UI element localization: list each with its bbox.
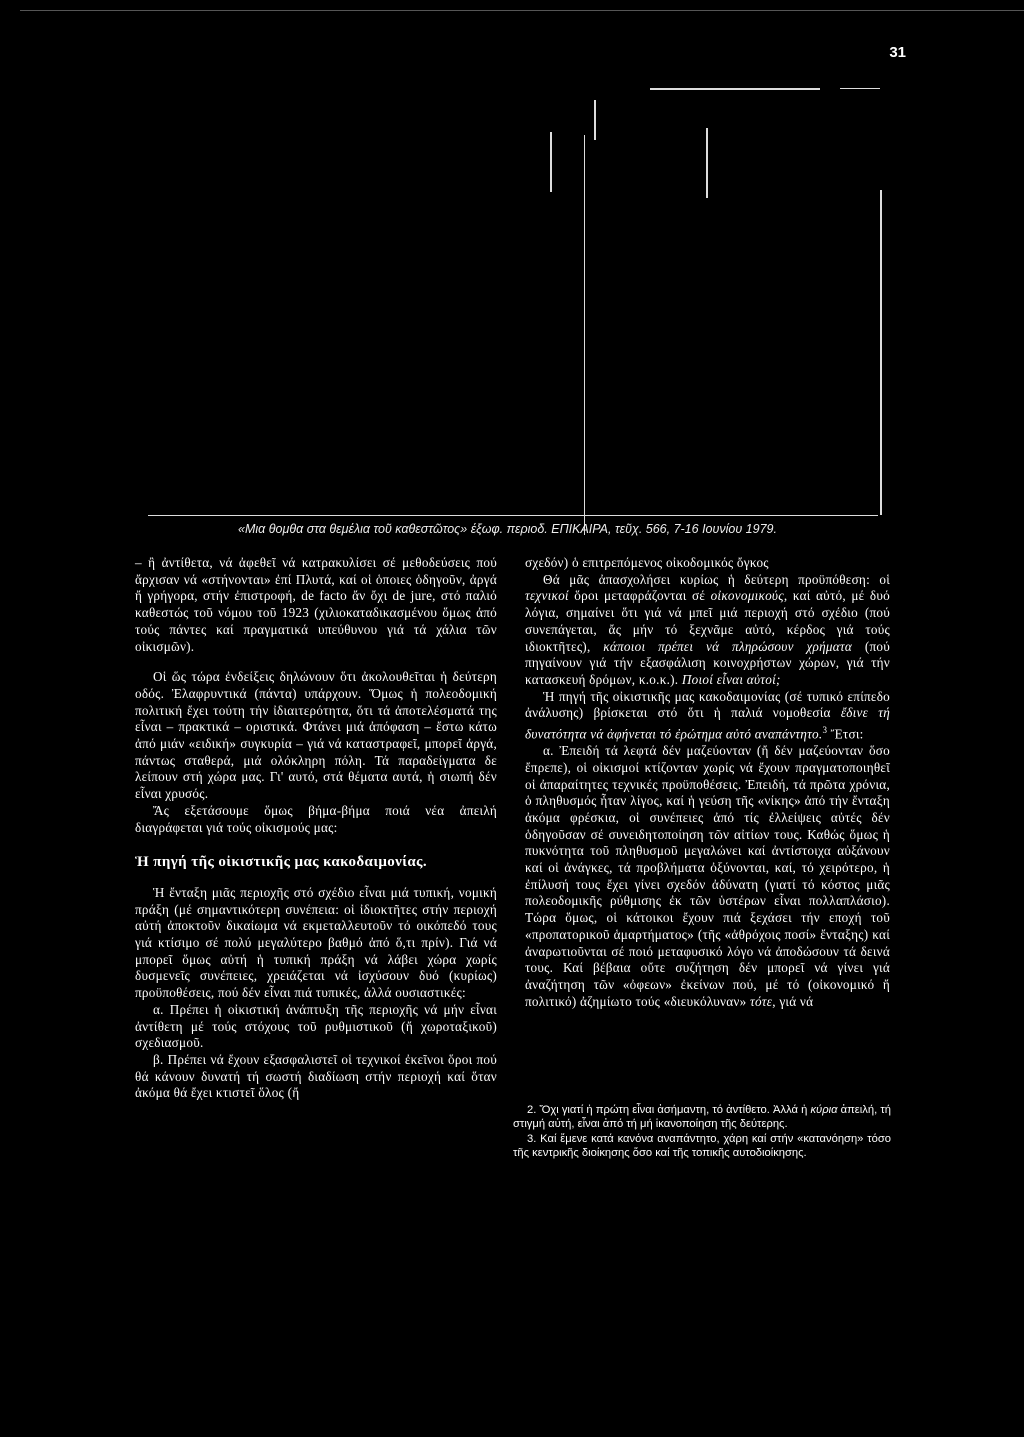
paragraph-5: α. Πρέπει ἡ οἰκιστική ἀνάπτυξη τῆς περιοχῆς νά μήν εἶναι ἀντίθετη μέ τούς στόχους τοῦ ρυθμιστικοῦ (ἤ χωροταξικοῦ) σχεδιασμοῦ. (135, 1001, 497, 1051)
photo-line-vertical-5 (584, 135, 585, 535)
paragraph-r1: σχεδόν) ὁ επιτρεπόμενος οἰκοδομικός ὄγκος (525, 555, 769, 570)
photo-frame (0, 0, 1024, 530)
paragraph-3: Ἄς εξετάσουμε ὅμως βήμα-βήμα ποιά νέα ἀπειλή διαγράφεται γιά τούς οἰκισμούς μας: (135, 802, 497, 835)
footnote-3: 3. Καί ἔμενε κατά κανόνα αναπάντητο, χάρη καί στήν «κατανόηση» τόσο τῆς κεντρικῆς διοίκησης ὅσο καί τῆς τοπικῆς αυτοδιοίκησης. (513, 1132, 891, 1159)
paragraph-4: Ἡ ἔνταξη μιᾶς περιοχῆς στό σχέδιο εἶναι μιά τυπική, νομική πράξη (μέ σημαντικότερη συνέπεια: οἱ ἰδιοκτῆτες στήν περιοχή αὐτή ἀποκτοῦν δικαίωμα νά εκμεταλλευτοῦν τό οικόπεδό τους γιά κτίσιμο σέ πολύ μεγαλύτερο βαθμό ἀπό ὅ,τι πρίν). Γιά νά μπορεῖ ὅμως αὐτή ἡ τυπική πράξη νά λάβει χώρα χωρίς δυσμενεῖς συνέπειες, χρειάζεται νά ἰσχύσουν δυό (κυρίως) προϋποθέσεις, πού δέν εἶναι πιά τυπικές, ἀλλά ουσιαστικές: (135, 884, 497, 1001)
photo-caption: «Μια θομθα στα θεμέλια τοῦ καθεστῶτος» έξωφ. περιοδ. ΕΠΙΚΑΙΡΑ, τεῦχ. 566, 7-16 Ιουνίου 1979. (238, 522, 777, 536)
photo-line-vertical-3 (706, 128, 708, 198)
photo-line-bottom (148, 515, 878, 516)
paragraph-r2: Θά μᾶς ἀπασχολήσει κυρίως ἡ δεύτερη προϋπόθεση: οἱ τεχνικοί ὅροι μεταφράζονται σέ οἰκονομικούς, καί αὐτό, μέ δυό λόγια, σημαίνει ὅτι γιά νά μπεῖ μιά περιοχή στό σχέδιο (πού συνεπάγεται, ἄς μήν τό ξεχνᾶμε αὐτό, κέρδος γιά τούς ιδιοκτῆτες), κάποιοι πρέπει νά πληρώσουν χρήματα (πού πηγαίνουν γιά τήν εξασφάλιση κοινοχρήστων χώρων, γιά τήν κατασκευή δρόμων, κ.ο.κ.). Ποιοί εἶναι αὐτοί; (525, 571, 891, 687)
photo-line-top (650, 88, 820, 90)
photo-line-top-right (840, 88, 880, 89)
page-number: 31 (889, 44, 906, 61)
paragraph-r4: α. Ἐπειδή τά λεφτά δέν μαζεύονταν (ἤ δέν μαζεύονταν ὅσο ἔπρεπε), οἱ οἰκισμοί κτίζονταν χωρίς νά ἔχουν πραγματοποιηθεῖ οἱ ἀπαραίτητες τεχνικές προϋποθέσεις. Ἐπειδή, τά πρῶτα χρόνια, ὁ πληθυσμός ἦταν λίγος, καί ἡ γεύση τῆς «νίκης» ἀπό τήν ἔνταξη ἀκόμα φρέσκια, οἱ συνέπειες ἀπό τίς ἐλλείψεις αὐτές δέν ὁδηγοῦσαν σέ συνειδητοποίηση τῶν αἰτίων τους. Καθώς ὅμως ἡ πυκνότητα τοῦ πληθυσμοῦ μεγαλώνει καί ἀντίστοιχα αὐξάνουν καί οἱ ἀνάγκες, τά προβλήματα ὀξύνονται, καί, τό χειρότερο, ἡ ἐπίλυσή τους ἔχει γίνει σχεδόν ἀδύνατη (γιατί τό κόστος μιᾶς πολεοδομικῆς ρύθμισης ἐκ τῶν ὑστέρων εἶναι πολλαπλάσιο). Τώρα ὅμως, οἱ κάτοικοι ἔχουν πιά ξεχάσει τήν εποχή τοῦ «προπατορικοῦ ἁμαρτήματος» (τῆς «ἀθρόχοις ποσί» ἔνταξης) καί ἀναρωτιοῦνται σέ ποιό μεταφυσικό λόγο νά ἀποδώσουν τά δεινά τους. Καί βέβαια οὔτε συζήτηση δέν μπορεῖ νά γίνει γιά ἀναζήτηση τῶν «ὀφεων» ἐκείνων πού, μέ τό (οἰκονομικό ἤ πολιτικό) ἀζημίωτο τούς «διευκόλυναν» τότε, γιά νά (525, 743, 890, 1009)
footnote-ref-3: 3 (822, 725, 828, 736)
paragraph-1: – ἢ ἀντίθετα, νά ἀφεθεῖ νά κατρακυλίσει σέ μεθοδεύσεις πού ἄρχισαν νά «στήνονται» ἐπί Πλυτά, καί οἱ ὁποιες ὁδηγοῦν, ἀργά ἤ γρήγορα, στήν ἐπιστροφή, de facto ἄν ὄχι de jure, στό παλιό καθεστώς τοῦ νόμου τοῦ 1923 (χιλιοκαταδικασμένου ὅμως ἀπό τούς πάντες καί πραγματικά υπεύθυνου γιά τά χάλια τῶν οἰκισμῶν). (135, 555, 497, 654)
section-heading: Ἡ πηγή τῆς οἰκιστικῆς μας κακοδαιμονίας. (135, 854, 427, 871)
paragraph-2: Οἱ ὥς τώρα ἐνδείξεις δηλώνουν ὅτι ἀκολουθεῖται ἡ δεύτερη οδός. Ἐλαφρυντικά (πάντα) υπάρχουν. Ὅμως ἡ πολεοδομική πολιτική ἔχει τούτη τήν ἰδιαιτερότητα, ὅτι τά ἀποτελέσματά της εἶναι – πρακτικά – οριστικά. Φτάνει μιά ἀπόφαση – ἔστω κάτω ἀπό μιάν «ειδική» συγκυρία – γιά νά καταστραφεῖ, μπορεῖ ἀργά, πάντως σταθερά, μιά ολόκληρη πόλη. Τά παραδείγματα δε λείπουν στή χώρα μας. Γι' αυτό, στά θέματα αυτά, ἡ σιωπή δέν εἶναι χρυσός. (135, 669, 497, 802)
paragraph-6: β. Πρέπει νά ἔχουν εξασφαλιστεῖ οἱ τεχνικοί ἐκεῖνοι ὅροι πού θά κάνουν δυνατή τή σωστή διαδίωση στήν περιοχή καί ὅταν ἀκόμα θά ἔχει κτιστεῖ ὅλος (ἤ (135, 1051, 497, 1101)
footnote-2: 2. Ὄχι γιατί ἡ πρώτη εἶναι ἀσήμαντη, τό ἀντίθετο. Ἀλλά ἡ κύρια ἀπειλή, τή στιγμή αὐτή, εἶναι ἀπό τή μή ἱκανοποίηση τῆς δεύτερης. (513, 1104, 891, 1131)
right-column (525, 555, 890, 1010)
left-column (135, 555, 497, 1102)
paragraph-r3: Ἡ πηγή τῆς οἰκιστικῆς μας κακοδαιμονίας (σέ τυπικό επίπεδο ἀνάλυσης) βρίσκεται στό ὅτι ἡ παλιά νομοθεσία ἔδινε τή δυνατότητα νά ἀφήνεται τό ἐρώτημα αὐτό αναπάντητο.$^3$ Ἔτσι: (525, 688, 890, 742)
photo-line-vertical-4 (880, 190, 882, 515)
footnotes (513, 1103, 891, 1160)
photo-line-vertical-2 (594, 100, 596, 140)
photo-line-vertical-1 (550, 132, 552, 192)
